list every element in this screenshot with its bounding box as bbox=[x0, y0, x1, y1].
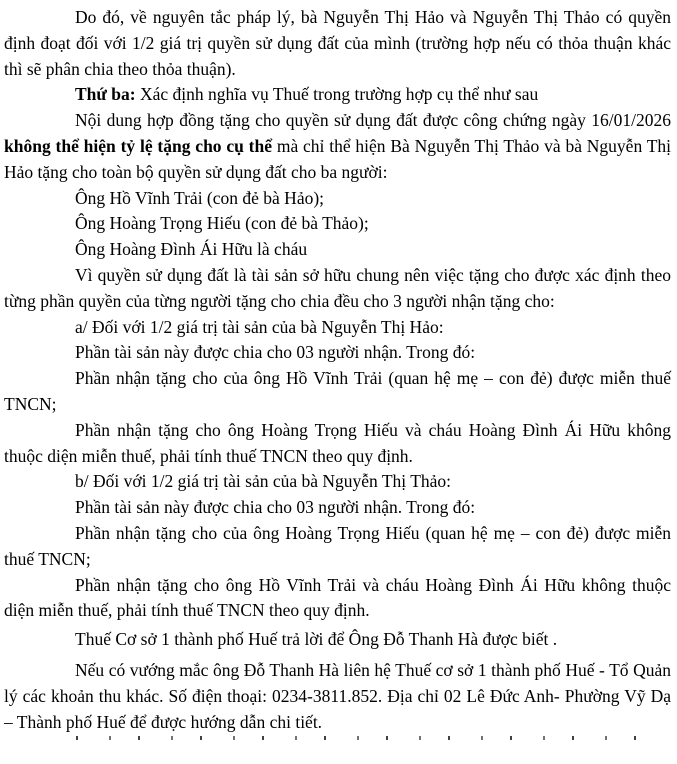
paragraph-text: a/ Đối với 1/2 giá trị tài sản của bà Nguyễn Thị Hảo: bbox=[75, 316, 444, 337]
paragraph-text: Phần nhận tặng cho của ông Hoàng Trọng Hiếu (quan hệ mẹ – con đẻ) được miễn thuế TNCN; bbox=[4, 522, 671, 569]
paragraph-text: b/ Đối với 1/2 giá trị tài sản của bà Nguyễn Thị Thảo: bbox=[75, 471, 452, 492]
paragraph-text: Phần tài sản này được chia cho 03 người nhận. Trong đó: bbox=[75, 497, 476, 518]
paragraph-text: Ông Hoàng Đình Ái Hữu là cháu bbox=[75, 239, 308, 260]
paragraph-text: mà chỉ thể hiện Bà Nguyễn Thị Thảo và bà Nguyễn Thị Hảo tặng cho toàn bộ quyền sử dụng đất cho ba người: bbox=[4, 135, 671, 182]
section-b-division bbox=[4, 495, 671, 521]
paragraph-reply-note bbox=[4, 627, 671, 653]
heading-thu-ba bbox=[4, 82, 671, 108]
heading-thu-ba-label: Thứ ba: bbox=[75, 84, 136, 105]
paragraph-text: Nội dung hợp đồng tặng cho quyền sử dụng đất được công chứng ngày 16/01/2026 bbox=[75, 110, 671, 131]
paragraph-text: Nếu có vướng mắc ông Đỗ Thanh Hà liên hệ Thuế cơ sở 1 thành phố Huế - Tổ Quản lý các khoản thu khác. Số điện thoại: 0234-3811.852. Địa chỉ 02 Lê Đức Anh- Phường Vỹ Dạ – Thành phố Huế để được hướng dẫn chi tiết. bbox=[4, 659, 671, 732]
paragraph-text: Phần tài sản này được chia cho 03 người nhận. Trong đó: bbox=[75, 342, 476, 363]
paragraph-shared-ownership bbox=[4, 263, 671, 315]
paragraph-text: Phần nhận tặng cho ông Hoàng Trọng Hiếu và cháu Hoàng Đình Ái Hữu không thuộc diện miễn thuế, phải tính thuế TNCN theo quy định. bbox=[4, 419, 671, 466]
paragraph-text: Do đó, về nguyên tắc pháp lý, bà Nguyễn Thị Hảo và Nguyễn Thị Thảo có quyền định đoạt đối với 1/2 giá trị quyền sử dụng đất của mình (trường hợp nếu có thỏa thuận khác thì sẽ phân chia theo thỏa thuận). bbox=[4, 7, 671, 79]
paragraph-text: Phần nhận tặng cho ông Hồ Vĩnh Trải và cháu Hoàng Đình Ái Hữu không thuộc diện miễn thuế, phải tính thuế TNCN theo quy định. bbox=[4, 574, 671, 621]
section-b-taxable bbox=[4, 573, 671, 625]
section-a-exempt bbox=[4, 366, 671, 418]
paragraph-text: Ông Hồ Vĩnh Trải (con đẻ bà Hảo); bbox=[75, 187, 325, 208]
section-a-division bbox=[4, 340, 671, 366]
paragraph-contract-content bbox=[4, 108, 671, 185]
section-a-heading bbox=[4, 315, 671, 341]
paragraph-legal-principle bbox=[4, 5, 671, 82]
paragraph-text: Phần nhận tặng cho của ông Hồ Vĩnh Trải (quan hệ mẹ – con đẻ) được miễn thuế TNCN; bbox=[4, 368, 671, 414]
section-a-taxable bbox=[4, 418, 671, 470]
paragraph-text: Xác định nghĩa vụ Thuế trong trường hợp cụ thể như sau bbox=[135, 84, 539, 105]
section-b-exempt bbox=[4, 521, 671, 573]
paragraph-text: Vì quyền sử dụng đất là tài sản sở hữu chung nên việc tặng cho được xác định theo từng phần quyền của từng người tặng cho chia đều cho 3 người nhận tặng cho: bbox=[4, 264, 671, 311]
paragraph-text: Ông Hoàng Trọng Hiếu (con đẻ bà Thảo); bbox=[75, 213, 369, 234]
section-b-heading bbox=[4, 469, 671, 495]
paragraph-text: Thuế Cơ sở 1 thành phố Huế trả lời để Ông Đỗ Thanh Hà được biết . bbox=[75, 629, 558, 650]
paragraph-contact-info bbox=[4, 658, 671, 735]
recipient-line-1 bbox=[4, 186, 671, 212]
bold-phrase-no-ratio: không thể hiện tỷ lệ tặng cho cụ thể bbox=[4, 135, 273, 156]
recipient-line-2 bbox=[4, 211, 671, 237]
clipped-next-line bbox=[76, 736, 637, 740]
recipient-line-3 bbox=[4, 237, 671, 263]
